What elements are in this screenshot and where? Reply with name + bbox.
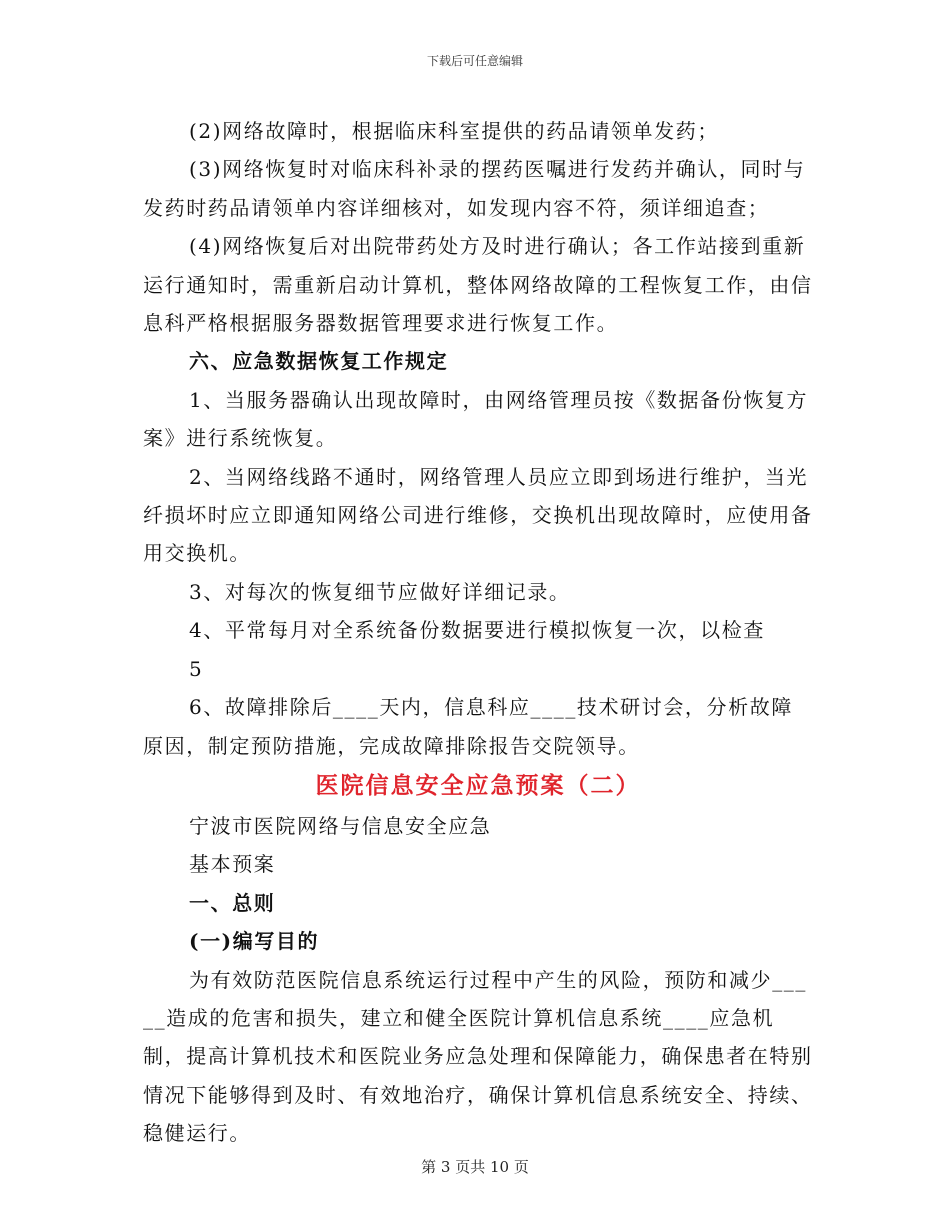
paragraph-3: (3)网络恢复时对临床科补录的摆药医嘱进行发药并确认，同时与发药时药品请领单内容详细核对，如发现内容不符，须详细追查； — [143, 157, 806, 220]
item-2: 2、当网络线路不通时，网络管理人员应立即到场进行维护，当光纤损坏时应立即通知网络公司进行维修，交换机出现故障时，应使用备用交换机。 — [143, 464, 813, 566]
document-title: 医院信息安全应急预案（二） — [315, 771, 641, 799]
item-6: 6、故障排除后____天内，信息科应____技术研讨会，分析故障原因，制定预防措施，完成故障排除报告交院领导。 — [143, 695, 793, 758]
item-4: 4、平常每月对全系统备份数据要进行模拟恢复一次，以检查 — [189, 618, 765, 643]
item-1: 1、当服务器确认出现故障时，由网络管理员按《数据备份恢复方案》进行系统恢复。 — [143, 387, 809, 451]
page-footer: 第 3 页共 10 页 — [421, 1158, 529, 1176]
document-body — [143, 112, 813, 1153]
page-header: 下载后可任意编辑 — [426, 54, 523, 68]
paragraph-2: (2)网络故障时，根据临床科室提供的药品请领单发药； — [189, 119, 719, 143]
subsection-heading-purpose: (一)编写目的 — [189, 929, 320, 954]
purpose-paragraph: 为有效防范医院信息系统运行过程中产生的风险，预防和减少_____造成的危害和损失，建立和健全医院计算机信息系统____应急机制，提高计算机技术和医院业务应急处理和保障能力，确保患者在特别情况下能够得到及时、有效地治疗，确保计算机信息系统安全、持续、稳健运行。 — [143, 967, 813, 1146]
plan-name-line: 宁波市医院网络与信息安全应急 — [189, 813, 492, 838]
paragraph-4: (4)网络恢复后对出院带药处方及时进行确认；各工作站接到重新运行通知时，需重新启动计算机，整体网络故障的工程恢复工作，由信息科严格根据服务器数据管理要求进行恢复工作。 — [143, 234, 813, 336]
section-heading-six: 六、应急数据恢复工作规定 — [189, 349, 449, 374]
item-3: 3、对每次的恢复细节应做好详细记录。 — [189, 579, 571, 604]
item-5: 5 — [189, 656, 204, 681]
plan-subtitle: 基本预案 — [189, 852, 276, 877]
section-heading-general: 一、总则 — [189, 890, 276, 915]
